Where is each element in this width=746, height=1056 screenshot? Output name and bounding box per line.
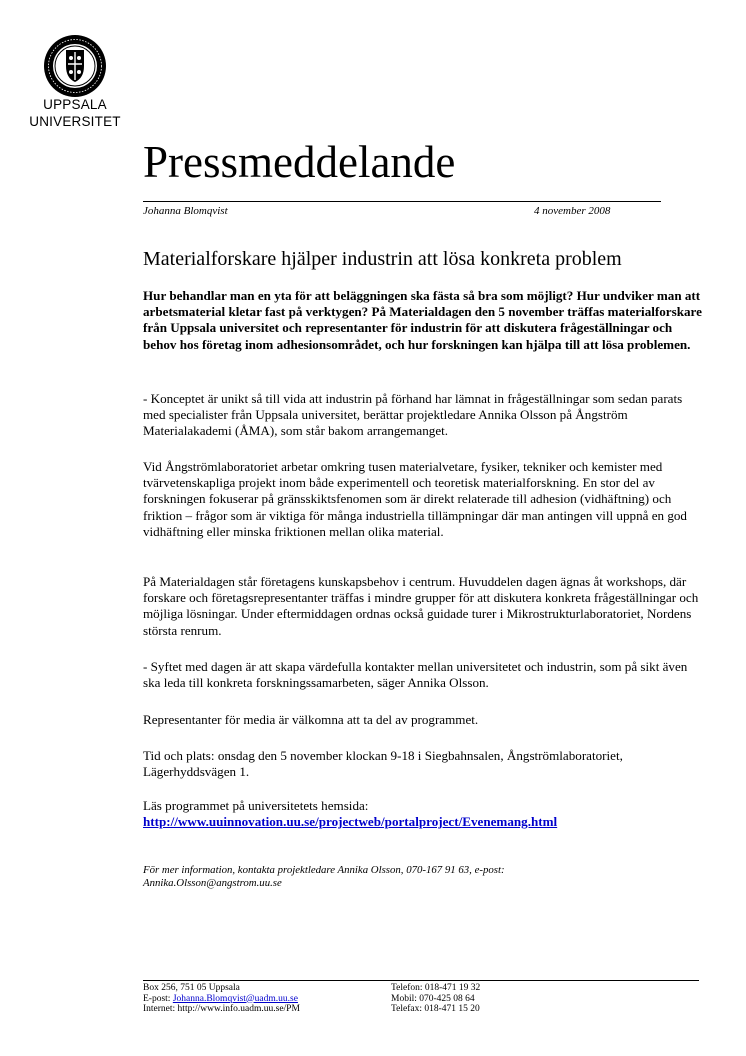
footer-email-row — [143, 994, 300, 1005]
contact-line-1: För mer information, kontakta projektledare Annika Olsson, 070-167 91 63, e-post: — [143, 864, 505, 876]
article-paragraph-1: - Konceptet är unikt så till vida att industrin på förhand har lämnat in frågeställningar som sedan parats med specialister från Uppsala universitet, berättar projektledare Annika Olsson på Ångström Materialakademi (ÅMA), som står bakom arrangemanget. — [143, 391, 683, 439]
contact-email: Annika.Olsson@angstrom.uu.se — [143, 877, 282, 889]
article-paragraph-4: - Syftet med dagen är att skapa värdefulla kontakter mellan universitetet och industrin, som på sikt även ska leda till konkreta forskningssamarbeten, säger Annika Olsson. — [143, 659, 688, 691]
footer-fax: Telefax: 018-471 15 20 — [391, 1004, 480, 1015]
article-paragraph-2: Vid Ångströmlaboratoriet arbetar omkring tusen materialvetare, fysiker, tekniker och kemister med tvärvetenskapliga projekt inom både experimentell och teoretisk materialforskning. En stor del av forskningen fokuserar på gränsskiktsfenomen som är direkt relaterade till adhesion (vidhäftning) och friktion – frågor som är viktiga för många industriella tillämpningar där man antingen vill uppnå en god vidhäftning eller minska friktionen mellan olika material. — [143, 459, 687, 539]
footer-address-block — [143, 983, 300, 1015]
publication-date: 4 november 2008 — [534, 205, 611, 217]
uppsala-university-seal-icon — [43, 34, 107, 98]
article-lead: Hur behandlar man en yta för att beläggningen ska fästa så bra som möjligt? Hur undviker man att arbetsmaterial kletar fast på verktygen? På Materialdagen den 5 november träffas materialforskare från Uppsala universitet och representanter för industrin för att diskutera frågeställningar och behov hos företag inom adhesionsområdet, och hur forskningen kan hjälpa till att lösa problemen. — [143, 288, 702, 352]
article-paragraph-3: På Materialdagen står företagens kunskapsbehov i centrum. Huvuddelen dagen ägnas åt workshops, där forskare och företagsrepresentanter träffas i mindre grupper för att diskutera konkreta frågeställningar och möjliga lösningar. Under eftermiddagen ordnas också guidade turer i Mikrostrukturlaboratoriet, Nordens största renrum. — [143, 574, 699, 638]
footer-phone: Telefon: 018-471 19 32 — [391, 983, 481, 993]
header-divider — [143, 201, 661, 202]
university-name-line2: UNIVERSITET — [29, 114, 121, 129]
article-headline: Materialforskare hjälper industrin att lösa konkreta problem — [143, 248, 622, 270]
university-name — [14, 96, 136, 130]
footer-phone-block — [391, 983, 480, 1015]
footer-mobile: Mobil: 070-425 08 64 — [391, 993, 475, 1004]
university-name-line1: UPPSALA — [43, 97, 107, 112]
program-link[interactable]: http://www.uuinnovation.uu.se/projectweb/portalproject/Evenemang.html — [143, 814, 558, 830]
footer-email-label: E-post: — [143, 993, 173, 1004]
footer-divider — [143, 980, 699, 981]
author-name: Johanna Blomqvist — [143, 205, 228, 217]
article-paragraph-6: Tid och plats: onsdag den 5 november klockan 9-18 i Siegbahnsalen, Ångströmlaboratoriet, Lägerhyddsvägen 1. — [143, 748, 623, 780]
footer-address: Box 256, 751 05 Uppsala — [143, 983, 240, 993]
footer-internet: Internet: http://www.info.uadm.uu.se/PM — [143, 1004, 300, 1015]
contact-info — [143, 864, 643, 890]
document-title: Pressmeddelande — [143, 137, 456, 187]
article-paragraph-5: Representanter för media är välkomna att ta del av programmet. — [143, 712, 479, 727]
program-intro: Läs programmet på universitetets hemsida: — [143, 798, 369, 813]
program-section — [143, 798, 708, 830]
footer-email-link[interactable]: Johanna.Blomqvist@uadm.uu.se — [172, 993, 298, 1004]
